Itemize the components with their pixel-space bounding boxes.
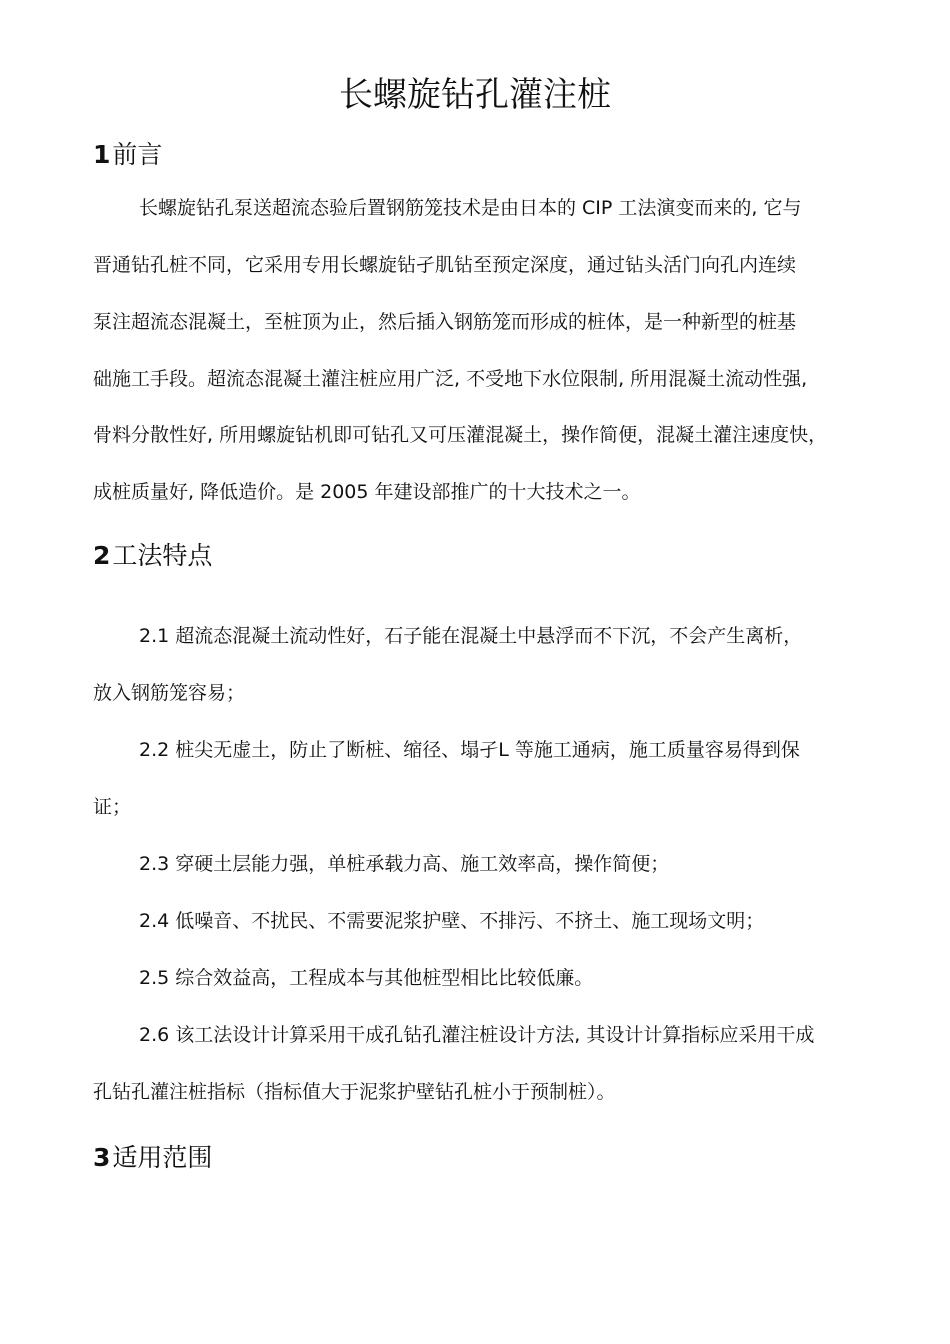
paragraph-line: 骨料分散性好, 所用螺旋钻机即可钻孔又可压灌混凝土，操作简便，混凝土灌注速度快，: [93, 424, 828, 446]
list-item-line: 2.3 穿硬土层能力强，单桩承载力高、施工效率高，操作简便；: [139, 853, 670, 875]
list-item-line: 2.4 低噪音、不扰民、不需要泥浆护壁、不排污、不挤土、施工现场文明；: [139, 910, 765, 932]
section-number: 1: [93, 140, 111, 169]
section-number: 3: [93, 1143, 111, 1172]
paragraph-line: 成桩质量好, 降低造价。是 2005 年建设部推广的十大技术之一。: [93, 481, 641, 503]
paragraph-line: 晋通钻孔桩不同，它采用专用长螺旋钻孑肌钻至预定深度，通过钻头活门向孔内连续: [93, 254, 797, 276]
section-heading-3: [93, 1141, 212, 1175]
paragraph-line: 泵注超流态混凝土，至桩顶为止，然后插入钢筋笼而形成的桩体，是一种新型的桩基: [93, 311, 797, 333]
document-title: 长螺旋钻孔灌注桩: [339, 75, 611, 115]
section-heading-text: 适用范围: [112, 1143, 213, 1172]
section-heading-2: [93, 539, 212, 573]
section-heading-text: 工法特点: [112, 541, 213, 570]
list-item-line: 放入钢筋笼容易；: [93, 682, 246, 704]
list-item-line: 2.1 超流态混凝土流动性好，石子能在混凝土中悬浮而不下沉，不会产生离析，: [139, 625, 803, 647]
paragraph-line: 础施工手段。超流态混凝土灌注桩应用广泛, 不受地下水位限制, 所用混凝土流动性强,: [93, 368, 808, 390]
list-item-line: 2.6 该工法设计计算采用干成孔钻孔灌注桩设计方法, 其设计计算指标应采用干成: [139, 1024, 815, 1046]
list-item-line: 孔钻孔灌注桩指标（指标值大于泥浆护壁钻孔桩小于预制桩）。: [93, 1081, 616, 1103]
section-heading-1: [93, 138, 162, 172]
section-number: 2: [93, 541, 111, 570]
list-item-line: 2.5 综合效益高，工程成本与其他桩型相比比较低廉。: [139, 967, 594, 989]
section-heading-text: 前言: [112, 140, 163, 169]
paragraph-line: 长螺旋钻孔泵送超流态验后置钢筋笼技术是由日本的 CIP 工法演变而来的, 它与: [139, 197, 802, 219]
list-item-line: 2.2 桩尖无虚土，防止了断桩、缩径、塌孑L 等施工通病，施工质量容易得到保: [139, 739, 800, 761]
list-item-line: 证；: [93, 796, 132, 818]
